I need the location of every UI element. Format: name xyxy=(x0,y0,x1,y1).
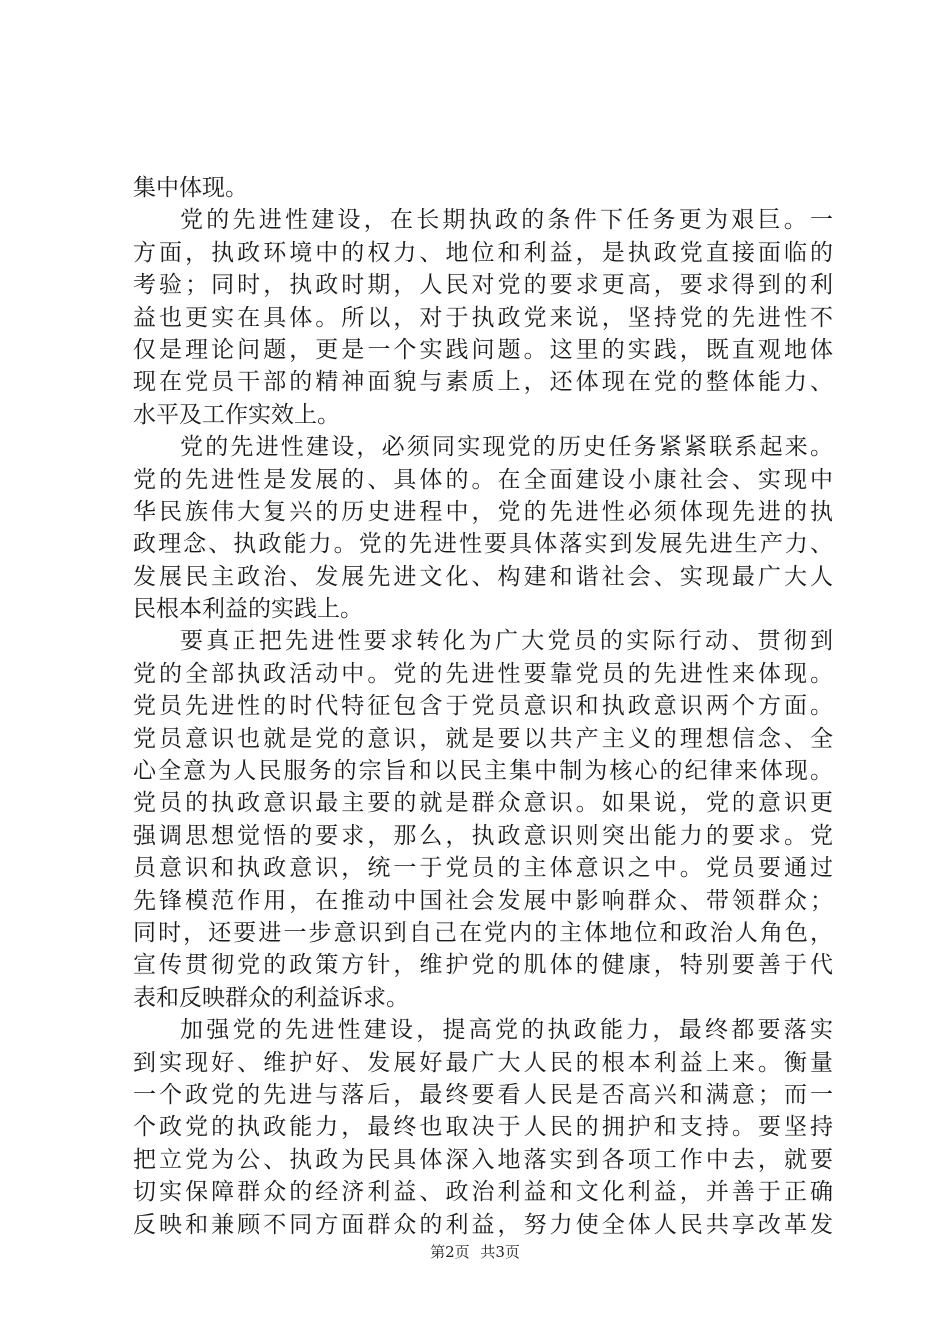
text-line: 员意识和执政意识，统一于党员的主体意识之中。党员要通过 xyxy=(133,855,833,882)
text-line: 党员意识也就是党的意识，就是要以共产主义的理想信念、全 xyxy=(133,725,833,752)
text-line: 集中体现。 xyxy=(133,175,248,201)
text-line: 宣传贯彻党的政策方针，维护党的肌体的健康，特别要善于代 xyxy=(133,952,833,979)
text-line: 方面，执政环境中的权力、地位和利益，是执政党直接面临的 xyxy=(133,239,833,266)
text-line: 益也更实在具体。所以，对于执政党来说，坚持党的先进性不 xyxy=(133,304,833,331)
text-line: 仅是理论问题，更是一个实践问题。这里的实践，既直观地体 xyxy=(133,336,833,363)
text-line: 反映和兼顾不同方面群众的利益，努力使全体人民共享改革发 xyxy=(133,1211,833,1238)
text-line: 党的先进性建设，在长期执政的条件下任务更为艰巨。一 xyxy=(180,207,833,234)
text-line: 切实保障群众的经济利益、政治利益和文化利益，并善于正确 xyxy=(133,1179,833,1206)
text-line: 强调思想觉悟的要求，那么，执政意识则突出能力的要求。党 xyxy=(133,822,833,849)
text-line: 党员先进性的时代特征包含于党员意识和执政意识两个方面。 xyxy=(133,693,833,720)
text-line: 现在党员干部的精神面貌与素质上，还体现在党的整体能力、 xyxy=(133,369,833,396)
text-line: 表和反映群众的利益诉求。 xyxy=(133,984,409,1011)
text-line: 华民族伟大复兴的历史进程中，党的先进性必须体现先进的执 xyxy=(133,498,833,525)
text-line: 政理念、执政能力。党的先进性要具体落实到发展先进生产力、 xyxy=(133,531,833,558)
text-line: 心全意为人民服务的宗旨和以民主集中制为核心的纪律来体现。 xyxy=(133,758,833,785)
text-line: 党的全部执政活动中。党的先进性要靠党员的先进性来体现。 xyxy=(133,660,833,687)
page-total: 共3页 xyxy=(480,1243,520,1261)
text-line: 民根本利益的实践上。 xyxy=(133,596,363,623)
text-line: 同时，还要进一步意识到自己在党内的主体地位和政治人角色， xyxy=(133,919,833,946)
text-line: 发展民主政治、发展先进文化、构建和谐社会、实现最广大人 xyxy=(133,563,833,590)
text-line: 要真正把先进性要求转化为广大党员的实际行动、贯彻到 xyxy=(180,628,833,655)
page-number: 第2页 xyxy=(430,1243,470,1261)
text-line: 把立党为公、执政为民具体深入地落实到各项工作中去，就要 xyxy=(133,1146,833,1173)
text-line: 加强党的先进性建设，提高党的执政能力，最终都要落实 xyxy=(180,1017,833,1044)
text-line: 水平及工作实效上。 xyxy=(133,401,340,428)
document-body xyxy=(133,172,833,1241)
text-line: 党的先进性是发展的、具体的。在全面建设小康社会、实现中 xyxy=(133,466,833,493)
text-line: 党的先进性建设，必须同实现党的历史任务紧紧联系起来。 xyxy=(180,434,833,461)
page-footer xyxy=(0,1242,950,1262)
text-line: 党员的执政意识最主要的就是群众意识。如果说，党的意识更 xyxy=(133,790,833,817)
text-line: 考验；同时，执政时期，人民对党的要求更高，要求得到的利 xyxy=(133,272,833,299)
text-line: 一个政党的先进与落后，最终要看人民是否高兴和满意；而一 xyxy=(133,1081,833,1108)
text-line: 先锋模范作用，在推动中国社会发展中影响群众、带领群众； xyxy=(133,887,833,914)
text-line: 到实现好、维护好、发展好最广大人民的根本利益上来。衡量 xyxy=(133,1049,833,1076)
text-line: 个政党的执政能力，最终也取决于人民的拥护和支持。要坚持 xyxy=(133,1114,833,1141)
